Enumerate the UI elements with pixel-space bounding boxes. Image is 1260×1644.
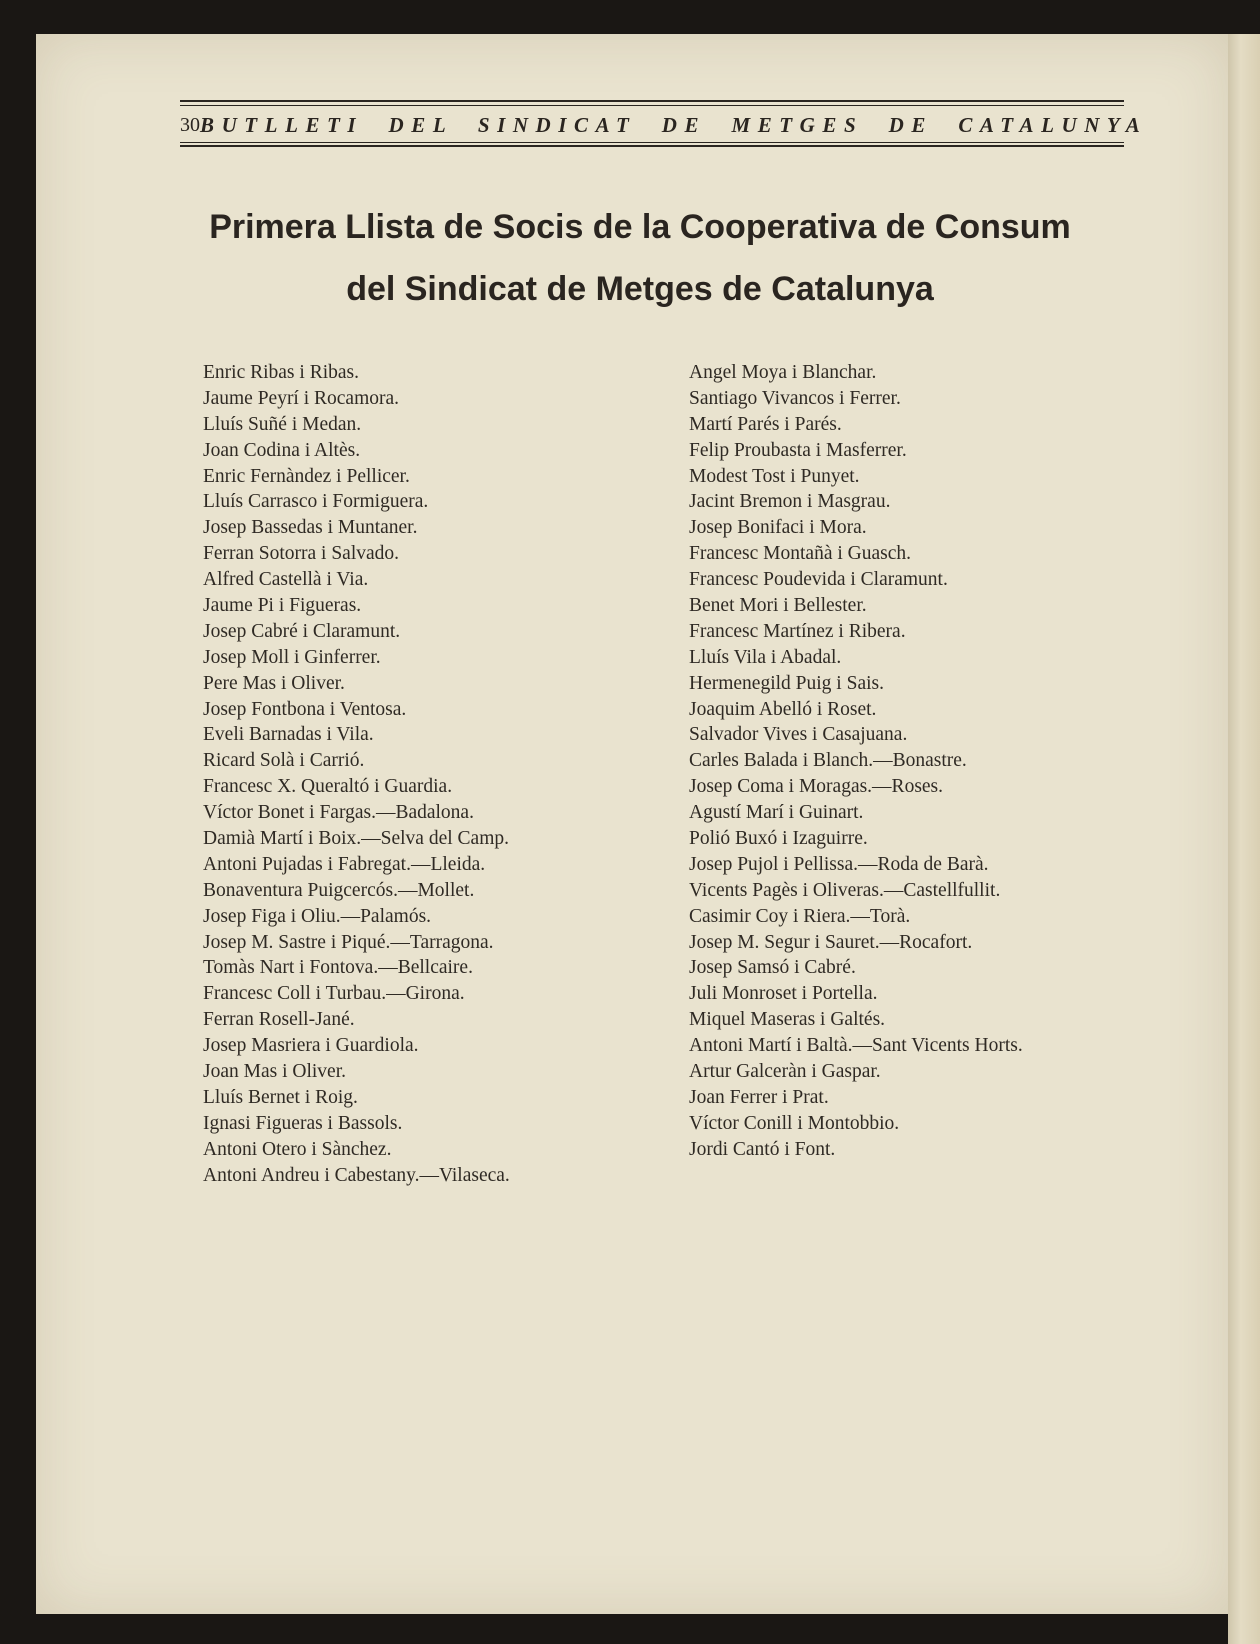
member-entry: Ignasi Figueras i Bassols.: [203, 1112, 403, 1134]
members-column-left: [203, 360, 673, 1189]
member-entry: Bonaventura Puigcercós.—Mollet.: [203, 879, 475, 901]
member-entry: Felip Proubasta i Masferrer.: [689, 439, 907, 461]
header-rule-top: [180, 100, 1124, 102]
member-entry: Josep Figa i Oliu.—Palamós.: [203, 905, 432, 927]
member-entry: Benet Mori i Bellester.: [689, 595, 867, 617]
member-entry: Francesc Montañà i Guasch.: [689, 543, 912, 565]
member-entry: Antoni Andreu i Cabestany.—Vilaseca.: [203, 1164, 510, 1186]
member-entry: Hermenegild Puig i Sais.: [689, 672, 884, 694]
member-entry: Ricard Solà i Carrió.: [203, 750, 365, 772]
member-entry: Joan Ferrer i Prat.: [689, 1086, 829, 1108]
member-entry: Francesc X. Queraltó i Guardia.: [203, 776, 453, 798]
member-entry: Casimir Coy i Riera.—Torà.: [689, 905, 911, 927]
header-rule-top-thin: [180, 105, 1124, 106]
member-entry: Santiago Vivancos i Ferrer.: [689, 387, 901, 409]
member-entry: Modest Tost i Punyet.: [689, 465, 860, 487]
member-entry: Francesc Coll i Turbau.—Girona.: [203, 983, 465, 1005]
member-entry: Antoni Otero i Sànchez.: [203, 1138, 392, 1160]
running-title: BUTLLETI DEL SINDICAT DE METGES DE CATALUNYA: [200, 112, 1148, 137]
header-rule-bottom: [180, 145, 1124, 147]
member-entry: Ferran Rosell-Jané.: [203, 1009, 355, 1031]
member-entry: Enric Fernàndez i Pellicer.: [203, 465, 410, 487]
member-entry: Josep M. Sastre i Piqué.—Tarragona.: [203, 931, 494, 953]
member-entry: Josep Coma i Moragas.—Roses.: [689, 776, 944, 798]
member-entry: Antoni Martí i Baltà.—Sant Vicents Horts.: [689, 1035, 1023, 1057]
member-entry: Agustí Marí i Guinart.: [689, 802, 864, 824]
member-entry: Polió Buxó i Izaguirre.: [689, 828, 868, 850]
member-entry: Juli Monroset i Portella.: [689, 983, 878, 1005]
header-rule-bottom-thin: [180, 142, 1124, 143]
members-column-right: [689, 360, 1159, 1163]
member-entry: Josep Cabré i Claramunt.: [203, 620, 401, 642]
member-entry: Jordi Cantó i Font.: [689, 1138, 836, 1160]
member-entry: Josep Bonifaci i Mora.: [689, 517, 867, 539]
member-entry: Josep Pujol i Pellissa.—Roda de Barà.: [689, 853, 989, 875]
member-entry: Martí Parés i Parés.: [689, 413, 842, 435]
member-entry: Alfred Castellà i Via.: [203, 569, 369, 591]
member-entry: Josep M. Segur i Sauret.—Rocafort.: [689, 931, 973, 953]
member-entry: Salvador Vives i Casajuana.: [689, 724, 908, 746]
member-entry: Josep Bassedas i Muntaner.: [203, 517, 418, 539]
member-entry: Miquel Maseras i Galtés.: [689, 1009, 886, 1031]
header-row: [180, 112, 1148, 138]
page-title-line-1: Primera Llista de Socis de la Cooperativa de Consum: [209, 208, 1071, 246]
member-entry: Carles Balada i Blanch.—Bonastre.: [689, 750, 967, 772]
page-title-line-2: del Sindicat de Metges de Catalunya: [346, 270, 934, 308]
member-entry: Jacint Bremon i Masgrau.: [689, 491, 891, 513]
member-entry: Antoni Pujadas i Fabregat.—Lleida.: [203, 853, 486, 875]
member-entry: Josep Masriera i Guardiola.: [203, 1035, 419, 1057]
member-entry: Ferran Sotorra i Salvado.: [203, 543, 400, 565]
member-entry: Jaume Pi i Figueras.: [203, 595, 362, 617]
member-entry: Francesc Martínez i Ribera.: [689, 620, 906, 642]
member-entry: Angel Moya i Blanchar.: [689, 362, 877, 383]
member-entry: Joaquim Abelló i Roset.: [689, 698, 877, 720]
member-entry: Vicents Pagès i Oliveras.—Castellfullit.: [689, 879, 1001, 901]
member-entry: Josep Fontbona i Ventosa.: [203, 698, 407, 720]
member-entry: Lluís Bernet i Roig.: [203, 1086, 358, 1108]
member-entry: Pere Mas i Oliver.: [203, 672, 345, 694]
member-entry: Artur Galceràn i Gaspar.: [689, 1061, 881, 1083]
page-number: 30: [180, 113, 200, 136]
member-entry: Francesc Poudevida i Claramunt.: [689, 569, 948, 591]
member-entry: Joan Mas i Oliver.: [203, 1061, 346, 1083]
member-entry: Lluís Vila i Abadal.: [689, 646, 842, 668]
member-entry: Eveli Barnadas i Vila.: [203, 724, 374, 746]
member-entry: Damià Martí i Boix.—Selva del Camp.: [203, 828, 509, 850]
member-entry: Víctor Bonet i Fargas.—Badalona.: [203, 802, 474, 824]
member-entry: Lluís Carrasco i Formiguera.: [203, 491, 429, 513]
member-entry: Enric Ribas i Ribas.: [203, 362, 359, 383]
member-entry: Joan Codina i Altès.: [203, 439, 361, 461]
member-entry: Jaume Peyrí i Rocamora.: [203, 387, 400, 409]
running-header: [180, 100, 1148, 148]
member-entry: Josep Moll i Ginferrer.: [203, 646, 381, 668]
member-entry: Tomàs Nart i Fontova.—Bellcaire.: [203, 957, 473, 979]
member-entry: Josep Samsó i Cabré.: [689, 957, 856, 979]
member-entry: Víctor Conill i Montobbio.: [689, 1112, 900, 1134]
member-entry: Lluís Suñé i Medan.: [203, 413, 362, 435]
page-edge: [1228, 34, 1260, 1644]
